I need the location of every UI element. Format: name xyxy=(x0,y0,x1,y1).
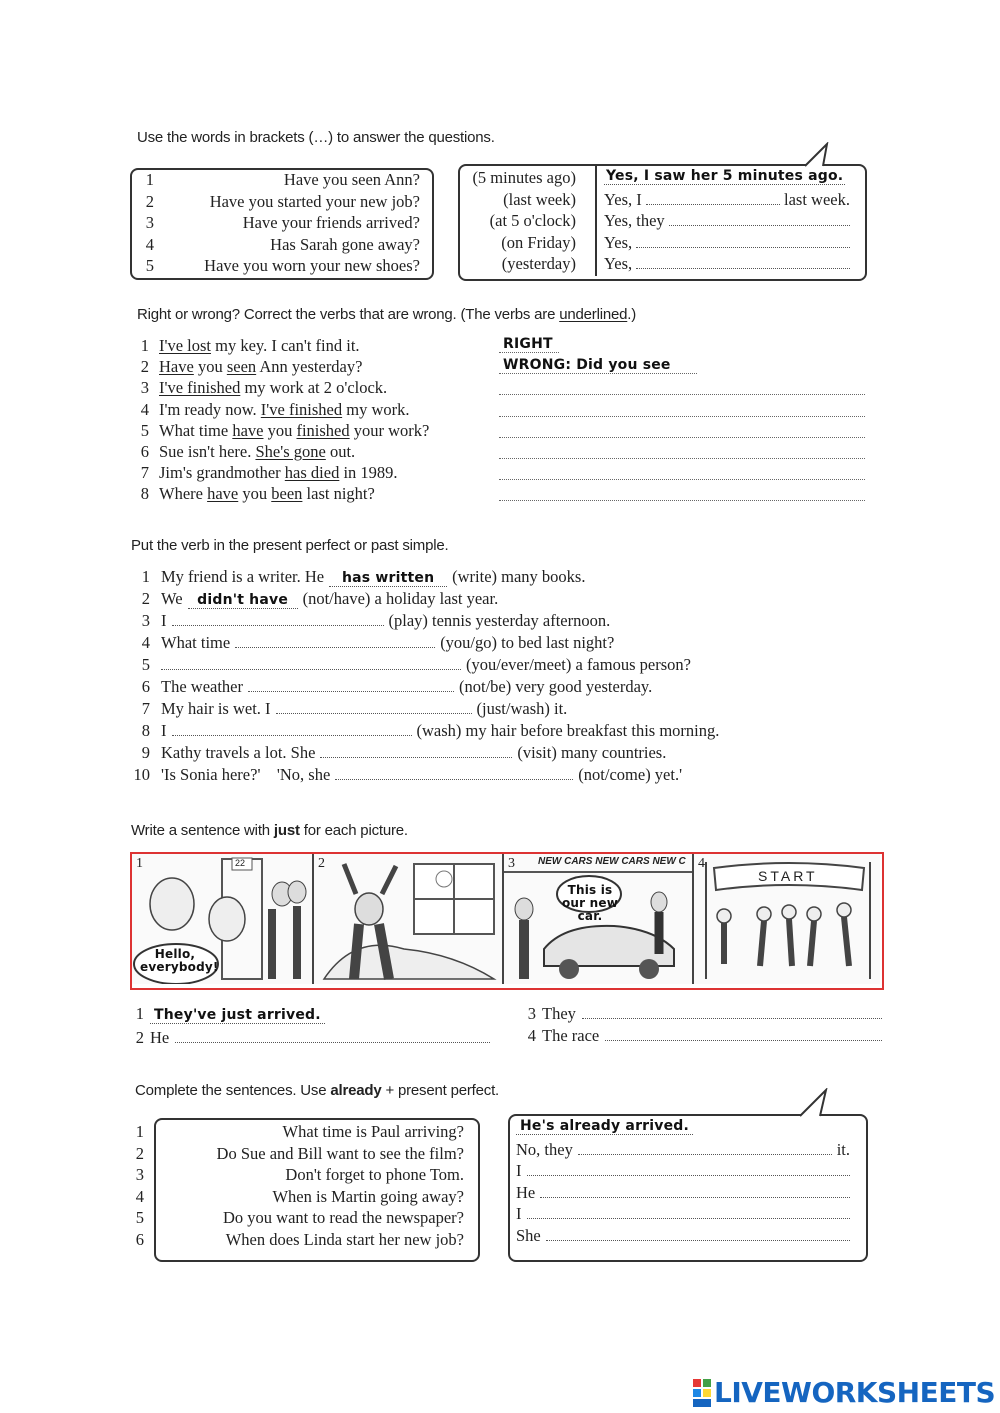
answer-suffix: it. xyxy=(836,1139,850,1159)
picture-2-number: 2 xyxy=(318,856,325,871)
bracket-hint: (yesterday) xyxy=(501,254,576,273)
sentence-start: Kathy travels a lot. She xyxy=(161,743,316,762)
answer-prefix: She xyxy=(516,1225,541,1245)
picture-strip xyxy=(130,852,884,990)
question-text: Don't forget to phone Tom. xyxy=(285,1165,464,1184)
answer-line[interactable] xyxy=(499,400,865,417)
sentence-start: What time xyxy=(161,633,231,652)
answer-suffix: last week. xyxy=(784,189,850,209)
question-text: Have you worn your new shoes? xyxy=(204,256,420,275)
answer-line[interactable] xyxy=(499,357,697,374)
answer-field[interactable] xyxy=(516,1140,850,1160)
ex5-instruction-end: + present perfect. xyxy=(381,1082,500,1099)
answer-line[interactable] xyxy=(499,336,559,353)
underlined-verb: Have xyxy=(159,357,194,377)
sentence xyxy=(159,484,375,504)
blank-line[interactable] xyxy=(235,633,435,648)
picture-4 xyxy=(694,854,880,984)
sentence-text: my key. I can't find it. xyxy=(211,336,360,355)
blank-line[interactable] xyxy=(276,699,472,714)
sentence xyxy=(159,400,410,420)
answer-prefix: Yes, I xyxy=(604,189,642,209)
blank-line[interactable] xyxy=(578,1140,832,1155)
picture-4-number: 4 xyxy=(698,856,705,871)
underlined-verb: She's gone xyxy=(255,442,326,461)
sentence-start: The race xyxy=(542,1026,600,1045)
blank-line[interactable] xyxy=(636,233,850,248)
answer-field[interactable] xyxy=(516,1118,850,1135)
underlined-verb: finished xyxy=(296,420,350,440)
handwritten-answer: has written xyxy=(329,570,447,587)
item-number: 4 xyxy=(140,399,149,419)
answer-prefix: I xyxy=(516,1204,522,1223)
answer-prefix: I xyxy=(516,1161,522,1180)
sentence-start: He xyxy=(150,1028,170,1047)
ex3-instruction: Put the verb in the present perfect or past simple. xyxy=(131,537,449,554)
underlined-verb: been xyxy=(271,484,303,504)
blank-line[interactable] xyxy=(527,1204,851,1219)
sentence xyxy=(159,336,360,356)
ex2-list xyxy=(137,336,877,512)
answer-prefix: No, they xyxy=(516,1139,573,1159)
ex3-item xyxy=(130,699,890,719)
blank-line[interactable] xyxy=(582,1004,882,1019)
sentence-start: My hair is wet. I xyxy=(161,699,271,718)
blank-line[interactable] xyxy=(546,1226,850,1241)
blank-line[interactable] xyxy=(540,1183,850,1198)
question-number: 2 xyxy=(135,1143,144,1163)
underlined-verb: have xyxy=(232,420,264,440)
question-number: 4 xyxy=(135,1186,144,1206)
item-number: 6 xyxy=(140,442,149,461)
question-text: Have you seen Ann? xyxy=(283,170,420,189)
ex2-instruction-end: .) xyxy=(627,306,637,323)
answer-prefix: He xyxy=(516,1182,536,1202)
answer-prefix: Yes, xyxy=(604,254,633,273)
verb-hint: (play) tennis yesterday afternoon. xyxy=(388,611,611,630)
ex4-answer-row xyxy=(130,1004,490,1024)
blank-line[interactable] xyxy=(636,254,850,269)
answer-line[interactable] xyxy=(499,378,865,395)
question-number: 3 xyxy=(135,1165,144,1184)
item-number: 3 xyxy=(140,378,149,398)
answer-field[interactable] xyxy=(516,1204,850,1224)
answer-line[interactable] xyxy=(499,484,865,501)
item-number: 8 xyxy=(140,484,149,504)
question-text: Do Sue and Bill want to see the film? xyxy=(216,1143,464,1163)
item-number: 3 xyxy=(527,1004,536,1023)
ex4-answers xyxy=(130,1004,890,1054)
picture-1 xyxy=(132,854,314,984)
liveworksheets-logo-text: LIVEWORKSHEETS xyxy=(714,1376,996,1409)
answer-line[interactable] xyxy=(499,421,865,438)
blank-line[interactable] xyxy=(605,1026,882,1041)
sentence-text: Ann yesterday? xyxy=(256,357,363,377)
ex3-item xyxy=(130,633,890,653)
underlined-verb: seen xyxy=(226,357,257,377)
sentence-start: The weather xyxy=(161,677,243,696)
item-number: 1 xyxy=(140,336,149,355)
sentence-start: I xyxy=(161,721,167,740)
ex4-instruction-bold: just xyxy=(273,822,300,839)
ex5-instruction-bold: already xyxy=(330,1082,382,1099)
answer-field[interactable] xyxy=(604,190,850,210)
sentence-text: your work? xyxy=(349,420,430,440)
ex5-answer-box xyxy=(508,1114,870,1264)
blank-line[interactable] xyxy=(172,611,384,626)
picture-3-number: 3 xyxy=(508,856,515,871)
underlined-verb: I've lost xyxy=(159,336,212,355)
sentence-text: you xyxy=(193,357,227,377)
bracket-hint: (at 5 o'clock) xyxy=(489,211,576,230)
answer-field[interactable] xyxy=(516,1183,850,1203)
item-number: 7 xyxy=(141,699,150,718)
answer-prefix: Yes, they xyxy=(604,211,665,230)
question-number: 3 xyxy=(145,213,154,232)
verb-hint: (you/go) to bed last night? xyxy=(440,633,615,652)
handwritten-answer: He's already arrived. xyxy=(516,1118,693,1135)
ex4-instruction xyxy=(131,822,408,839)
ex3-list xyxy=(130,567,890,797)
bracket-hint: (5 minutes ago) xyxy=(472,168,576,187)
item-number: 7 xyxy=(140,463,149,483)
ex4-answer-row xyxy=(522,1026,882,1046)
picture-1-number: 1 xyxy=(136,856,143,871)
item-number: 5 xyxy=(141,655,150,674)
picture-2-illustration xyxy=(314,854,502,984)
blank-line[interactable] xyxy=(669,211,850,226)
handwritten-answer: Yes, I saw her 5 minutes ago. xyxy=(606,168,844,184)
answer-field[interactable] xyxy=(604,254,850,274)
picture-1-speech-bubble: Hello, everybody! xyxy=(140,947,219,974)
blank-line[interactable] xyxy=(527,1161,851,1176)
underlined-verb: I've finished xyxy=(159,378,241,398)
sentence xyxy=(159,357,362,377)
sentence-text: out. xyxy=(325,442,356,461)
question-text: When is Martin going away? xyxy=(272,1186,464,1206)
item-number: 2 xyxy=(135,1028,144,1047)
answer-field[interactable] xyxy=(604,233,850,253)
question-number: 1 xyxy=(135,1122,144,1141)
item-number: 3 xyxy=(141,611,150,630)
answer-field[interactable] xyxy=(604,168,850,185)
item-number: 6 xyxy=(141,677,150,696)
ex4-answer-row xyxy=(130,1028,490,1048)
sentence-start: My friend is a writer. He xyxy=(161,567,325,586)
ex1-answer-box xyxy=(458,164,868,282)
question-number: 4 xyxy=(145,234,154,254)
ex2-instruction xyxy=(137,306,636,323)
picture-3-shop-sign: NEW CARS NEW CARS NEW C xyxy=(538,856,686,867)
ex4-instruction-text: Write a sentence with xyxy=(131,822,274,839)
ex3-item xyxy=(130,721,890,741)
ex5-question-box xyxy=(130,1118,490,1263)
sentence xyxy=(159,378,387,398)
ex3-item xyxy=(130,655,890,675)
blank-line[interactable] xyxy=(646,190,780,205)
item-number: 2 xyxy=(140,357,149,377)
question-text: What time is Paul arriving? xyxy=(282,1122,464,1141)
picture-4-start-banner: START xyxy=(758,868,818,884)
underlined-verb: have xyxy=(207,484,239,504)
question-number: 5 xyxy=(135,1208,144,1227)
item-number: 1 xyxy=(141,567,150,586)
item-number: 9 xyxy=(141,743,150,762)
verb-hint: (write) many books. xyxy=(452,567,586,586)
handwritten-answer: didn't have xyxy=(188,592,298,609)
sentence-text: What time xyxy=(159,420,233,440)
handwritten-answer: RIGHT xyxy=(503,336,553,352)
sentence-text: my work at 2 o'clock. xyxy=(240,378,388,398)
ex3-item xyxy=(130,589,890,609)
item-number: 8 xyxy=(141,721,150,740)
ex3-item xyxy=(130,765,890,785)
question-number: 6 xyxy=(135,1229,144,1249)
ex2-instruction-text: Right or wrong? Correct the verbs that are wrong. (The verbs are xyxy=(137,306,560,323)
ex1-question-box xyxy=(130,168,440,280)
sentence-text: you xyxy=(263,420,297,440)
picture-3 xyxy=(504,854,694,984)
sentence-text: last night? xyxy=(302,484,375,504)
underlined-verb: has died xyxy=(284,463,340,483)
sentence-text: in 1989. xyxy=(339,463,398,483)
sentence-text: Where xyxy=(159,484,208,504)
speech-bubble-tail xyxy=(803,142,843,168)
ex4-answer-row xyxy=(522,1004,882,1024)
picture-3-speech-bubble: This is our new car. xyxy=(561,883,619,923)
item-number: 1 xyxy=(135,1004,144,1023)
verb-hint: (not/come) yet.' xyxy=(578,765,683,784)
sentence xyxy=(159,442,355,462)
underlined-verb: I've finished xyxy=(260,399,343,419)
ex3-item xyxy=(130,743,890,763)
question-text: Have your friends arrived? xyxy=(242,213,420,232)
question-text: When does Linda start her new job? xyxy=(225,1229,464,1249)
answer-line[interactable] xyxy=(499,463,865,480)
speech-bubble-tail xyxy=(798,1088,838,1118)
question-number: 1 xyxy=(145,170,154,189)
sentence-start: We xyxy=(161,589,183,608)
answer-field[interactable] xyxy=(516,1161,850,1181)
question-number: 5 xyxy=(145,256,154,275)
verb-hint: (not/be) very good yesterday. xyxy=(459,677,653,696)
blank-line[interactable] xyxy=(172,721,412,736)
verb-hint: (wash) my hair before breakfast this morning. xyxy=(416,721,720,740)
sentence-start: They xyxy=(542,1004,576,1023)
answer-prefix: Yes, xyxy=(604,232,633,252)
blank-line[interactable] xyxy=(175,1028,490,1043)
ex2-instruction-underlined: underlined xyxy=(559,306,628,323)
sentence-start: I xyxy=(161,611,167,630)
question-number: 2 xyxy=(145,191,154,211)
ex5-instruction xyxy=(135,1082,499,1099)
answer-field[interactable] xyxy=(516,1226,850,1246)
bracket-hint: (last week) xyxy=(503,189,576,209)
item-number: 4 xyxy=(141,633,150,652)
blank-line[interactable] xyxy=(335,765,573,780)
blank-line[interactable] xyxy=(161,655,461,670)
answer-line[interactable] xyxy=(499,442,865,459)
ex3-item xyxy=(130,611,890,631)
sentence-text: my work. xyxy=(342,399,410,419)
item-number: 10 xyxy=(133,765,150,784)
sentence-text: you xyxy=(238,484,272,504)
sentence-start: 'Is Sonia here?' 'No, she xyxy=(161,765,331,784)
verb-hint: (visit) many countries. xyxy=(517,743,667,762)
verb-hint: (you/ever/meet) a famous person? xyxy=(466,655,691,674)
item-number: 5 xyxy=(140,420,149,440)
sentence-text: Jim's grandmother xyxy=(159,463,285,483)
ex5-instruction-text: Complete the sentences. Use xyxy=(135,1082,331,1099)
blank-line[interactable] xyxy=(320,743,512,758)
item-number: 4 xyxy=(527,1026,536,1045)
ex3-item xyxy=(130,567,890,587)
picture-2 xyxy=(314,854,504,984)
verb-hint: (just/wash) it. xyxy=(476,699,568,718)
picture-1-door-number: 22 xyxy=(235,858,246,868)
ex3-item xyxy=(130,677,890,697)
ex4-instruction-end: for each picture. xyxy=(299,822,408,839)
ex1-instruction: Use the words in brackets (…) to answer the questions. xyxy=(137,129,495,146)
handwritten-answer: They've just arrived. xyxy=(150,1007,325,1024)
sentence-text: I'm ready now. xyxy=(159,399,261,419)
handwritten-answer: WRONG: Did you see xyxy=(503,357,671,374)
verb-hint: (not/have) a holiday last year. xyxy=(302,589,499,608)
question-text: Have you started your new job? xyxy=(209,191,420,211)
sentence xyxy=(159,463,398,483)
sentence-text: Sue isn't here. xyxy=(159,442,256,461)
question-text: Has Sarah gone away? xyxy=(270,234,420,254)
blank-line[interactable] xyxy=(248,677,454,692)
sentence xyxy=(159,421,429,441)
answer-field[interactable] xyxy=(604,211,850,231)
item-number: 2 xyxy=(141,589,150,608)
question-text: Do you want to read the newspaper? xyxy=(223,1208,464,1227)
bracket-hint: (on Friday) xyxy=(501,232,576,252)
